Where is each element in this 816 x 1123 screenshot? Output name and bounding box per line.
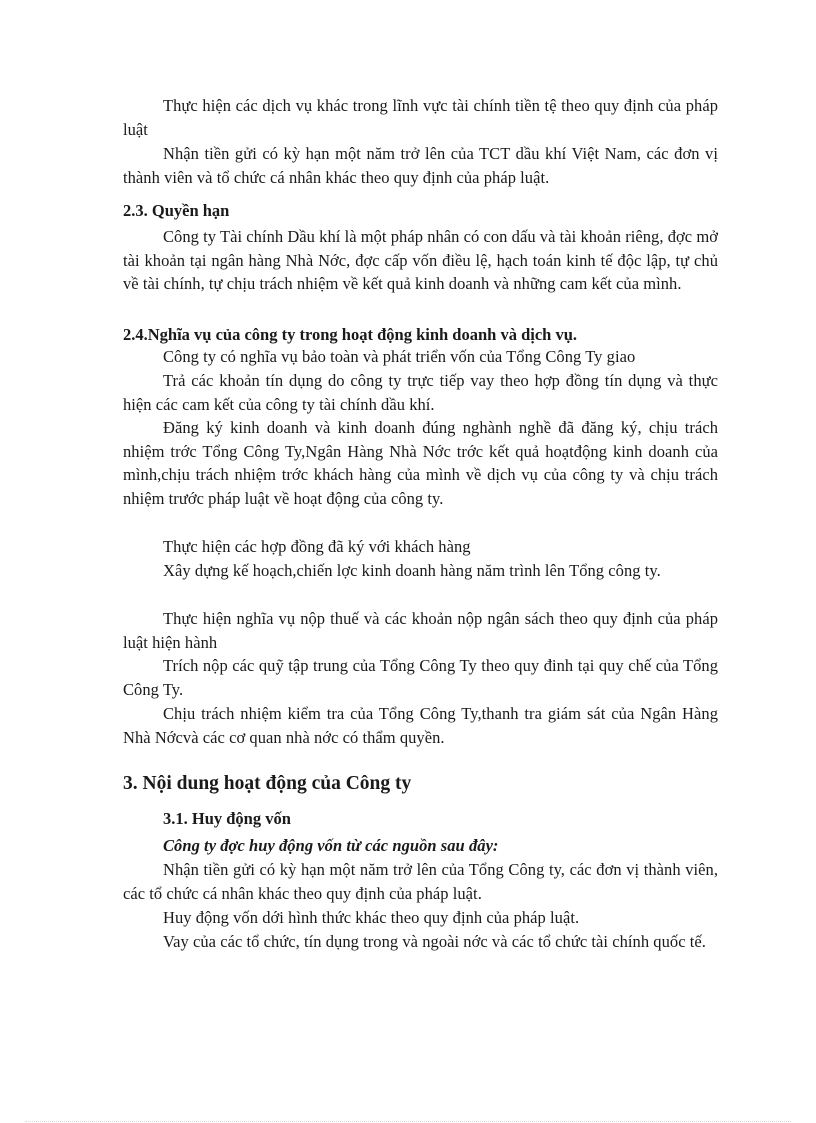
paragraph-obligation-7: Trích nộp các quỹ tập trung của Tổng Công Ty theo quy đinh tại quy chế của Tổng Công Ty.: [123, 656, 718, 699]
paragraph-obligation-2: Trả các khoản tín dụng do công ty trực tiếp vay theo hợp đồng tín dụng và thực hiện các cam kết của công ty tài chính dầu khí.: [123, 371, 718, 414]
paragraph-obligation-1: Công ty có nghĩa vụ bảo toàn và phát triển vốn của Tổng Công Ty giao: [163, 347, 636, 366]
paragraph-financial-services: Thực hiện các dịch vụ khác trong lĩnh vực tài chính tiền tệ theo quy định của pháp luật: [123, 96, 718, 139]
paragraph-term-deposits: Nhận tiền gửi có kỳ hạn một năm trở lên của TCT dầu khí Việt Nam, các đơn vị thành viên và tổ chức cá nhân khác theo quy định của pháp luật.: [123, 144, 718, 187]
paragraph-obligation-4: Thực hiện các hợp đồng đã ký với khách hàng: [163, 537, 471, 556]
paragraph-obligation-3: Đăng ký kinh doanh và kinh doanh đúng nghành nghề đã đăng ký, chịu trách nhiệm trớc Tổng Công Ty,Ngân Hàng Nhà Nớc trớc kết quả hoạtđộng kinh doanh của mình,chịu trách nhiệm trớc khách hàng của mình về dịch vụ của công ty và chịu trách nhiệm trước pháp luật về hoạt động của công ty.: [123, 418, 718, 508]
heading-obligations: 2.4.Nghĩa vụ của công ty trong hoạt động kinh doanh và dịch vụ.: [123, 325, 578, 344]
page-bottom-border: [25, 1121, 791, 1122]
paragraph-obligation-5: Xây dựng kế hoạch,chiến lợc kinh doanh hàng năm trình lên Tổng công ty.: [163, 561, 661, 580]
paragraph-capital-source-3: Vay của các tổ chức, tín dụng trong và ngoài nớc và các tổ chức tài chính quốc tế.: [163, 932, 706, 951]
paragraph-rights: Công ty Tài chính Dầu khí là một pháp nhân có con dấu và tài khoản riêng, đợc mở tài khoản tại ngân hàng Nhà Nớc, đợc cấp vốn điều lệ, hạch toán kinh tế độc lập, tự chủ về tài chính, tự chịu trách nhiệm về kết quả kinh doanh và những cam kết của mình.: [123, 227, 718, 293]
paragraph-capital-source-2: Huy động vốn dới hình thức khác theo quy định của pháp luật.: [163, 908, 580, 927]
paragraph-capital-source-1: Nhận tiền gửi có kỳ hạn một năm trở lên của Tổng Công ty, các đơn vị thành viên, các tổ chức cá nhân khác theo quy định của pháp luật.: [123, 860, 718, 903]
paragraph-obligation-6: Thực hiện nghĩa vụ nộp thuế và các khoản nộp ngân sách theo quy định của pháp luật hiện hành: [123, 609, 718, 652]
paragraph-obligation-8: Chịu trách nhiệm kiểm tra của Tổng Công Ty,thanh tra giám sát của Ngân Hàng Nhà Nớcvà các cơ quan nhà nớc có thẩm quyền.: [123, 704, 718, 747]
subheading-capital-mobilization: 3.1. Huy động vốn: [163, 809, 291, 828]
heading-rights: 2.3. Quyền hạn: [123, 201, 230, 220]
paragraph-capital-sources-intro: Công ty đợc huy động vốn từ các nguồn sau đây:: [163, 836, 499, 855]
heading-operations: 3. Nội dung hoạt động của Công ty: [123, 773, 412, 794]
